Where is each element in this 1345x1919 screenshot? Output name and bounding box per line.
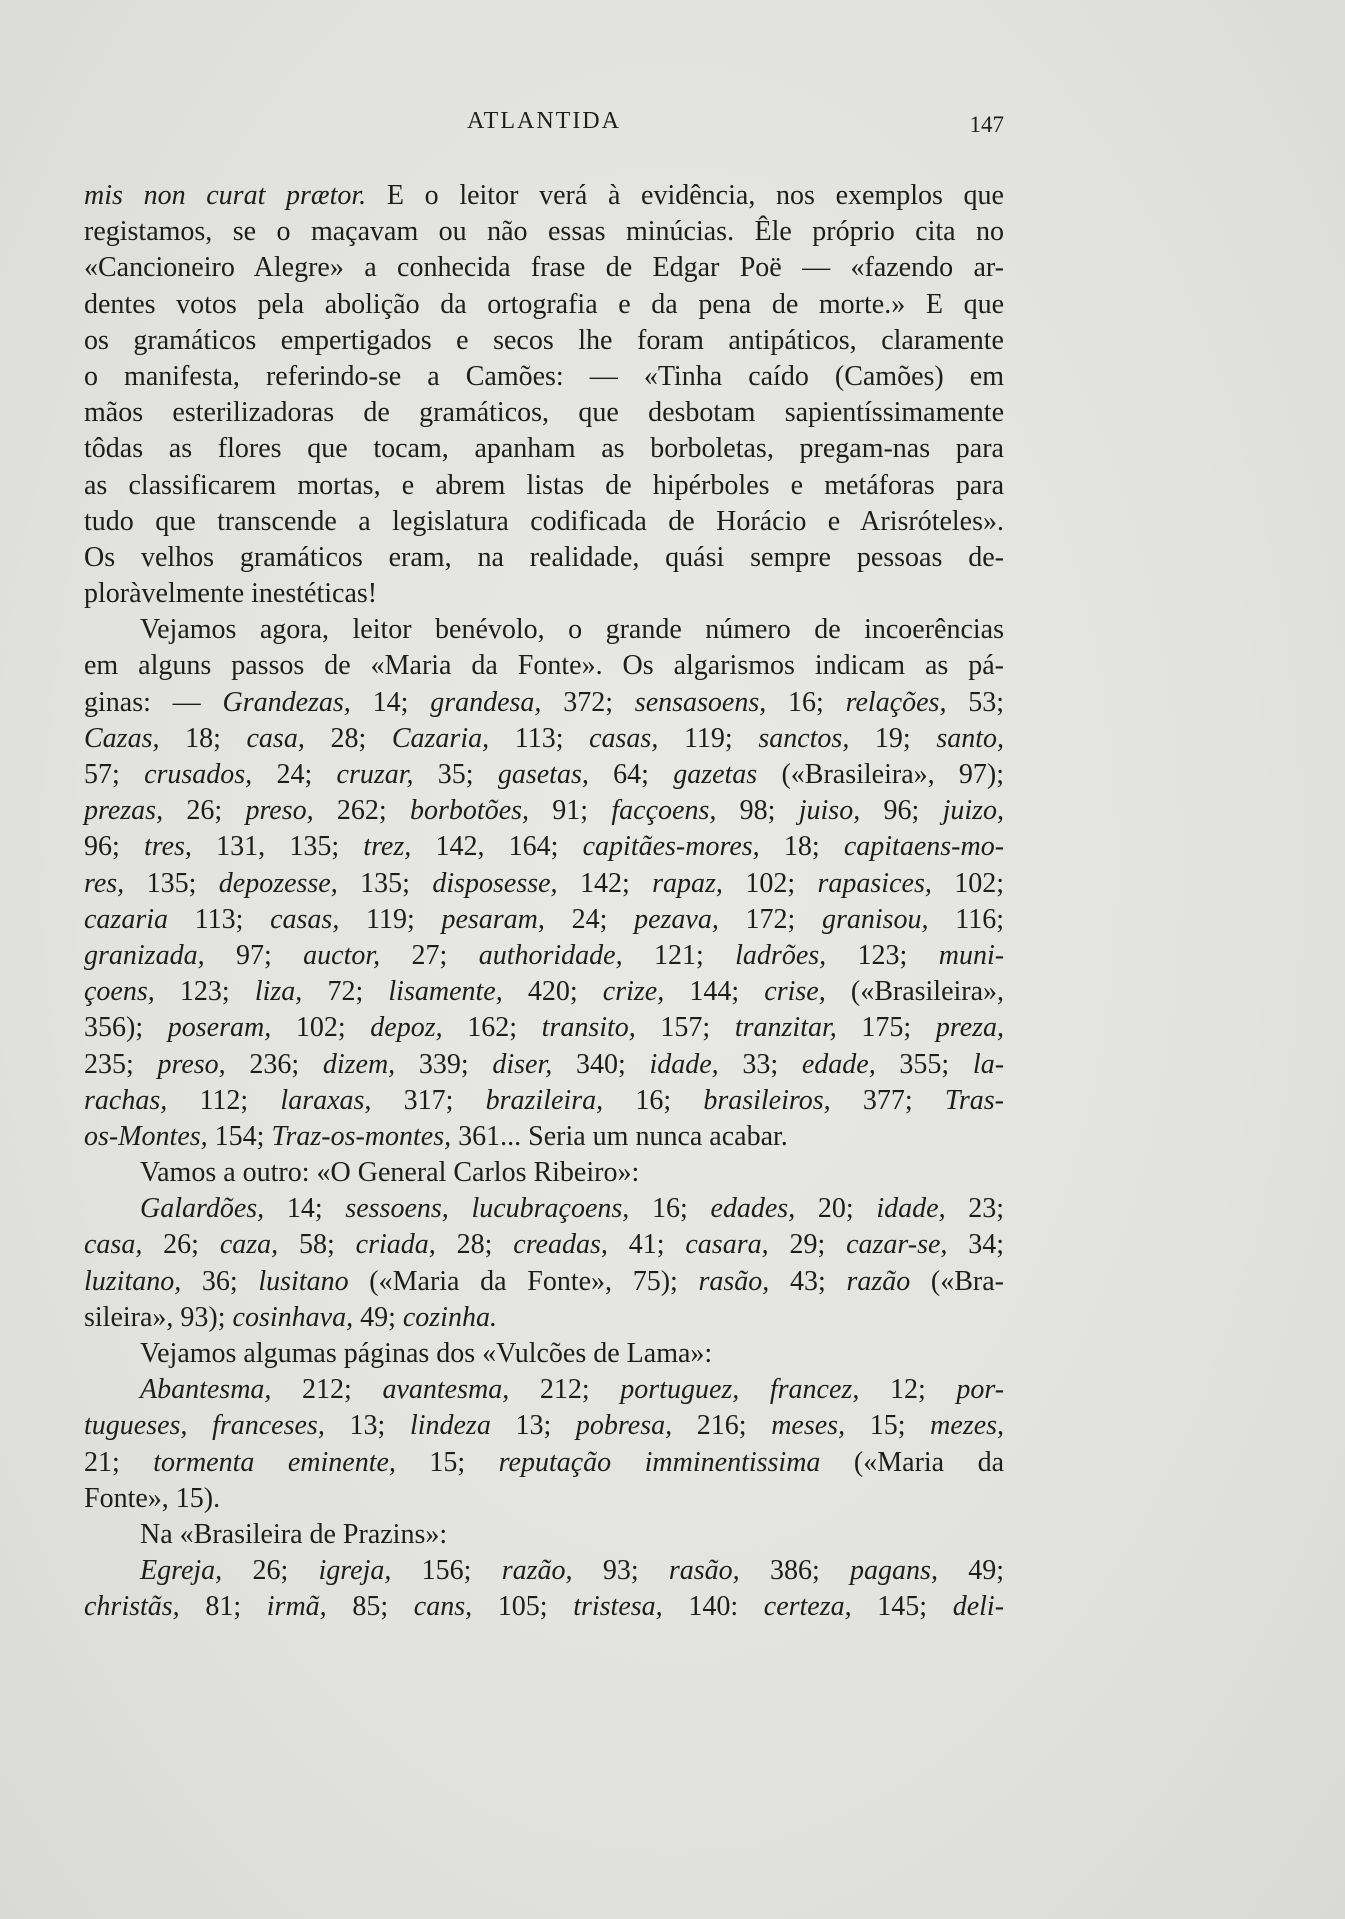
page-number: 147	[969, 112, 1004, 137]
italic-word: preza,	[935, 1012, 1005, 1044]
text-run: («Maria da Fonte», 75);	[348, 1265, 699, 1297]
italic-word: borbotões,	[410, 795, 530, 827]
text-line	[84, 1372, 1004, 1408]
text-run: 57;	[84, 759, 145, 790]
italic-word: rapasices,	[817, 867, 932, 899]
text-run: 123;	[154, 976, 255, 1008]
text-run: 102;	[722, 867, 818, 899]
italic-word: diser,	[492, 1048, 553, 1080]
text-run: 142;	[557, 867, 653, 899]
italic-word: reputação imminentissima	[498, 1446, 821, 1478]
italic-word: depozesse,	[218, 867, 338, 899]
italic-word: laraxas,	[280, 1084, 372, 1116]
text-line	[84, 1553, 1004, 1589]
text-run: 18;	[759, 831, 844, 863]
text-run: 85;	[326, 1591, 414, 1623]
text-run: 142, 164;	[411, 831, 583, 863]
text-run: 49;	[937, 1555, 1005, 1587]
italic-word: cans,	[413, 1591, 473, 1623]
text-line	[84, 178, 1004, 214]
text-run: 72;	[302, 976, 389, 1008]
text-run: ginas: —	[84, 686, 223, 718]
text-run: em alguns passos de «Maria da Fonte». Os algarismos indicam as pá-	[84, 650, 1004, 682]
italic-word: res,	[84, 867, 125, 899]
italic-word: igreja,	[318, 1555, 392, 1587]
text-run: 35;	[413, 759, 498, 790]
text-line	[84, 757, 1004, 793]
italic-word: pagans,	[850, 1555, 938, 1587]
text-line	[84, 1481, 1004, 1517]
italic-word: razão	[846, 1265, 911, 1297]
italic-word: Galardões,	[140, 1193, 265, 1225]
text-run: 102;	[931, 867, 1005, 899]
text-run: 26;	[222, 1555, 319, 1587]
text-run: 24;	[544, 903, 635, 935]
text-line	[84, 1408, 1004, 1444]
text-line	[84, 1264, 1004, 1300]
text-run: 102;	[271, 1012, 371, 1044]
italic-word: rachas,	[84, 1084, 168, 1116]
italic-word: cazaria	[84, 903, 168, 935]
text-line	[84, 938, 1004, 974]
text-run: 116;	[928, 903, 1004, 935]
text-run: 18;	[159, 722, 247, 754]
text-run: 29;	[768, 1229, 847, 1261]
text-run: ploràvelmente inestéticas!	[84, 578, 378, 610]
text-run: «Cancioneiro Alegre» a conhecida frase de Edgar Poë — «fazendo ar-	[84, 252, 1004, 284]
italic-word: deli-	[952, 1591, 1005, 1623]
italic-word: lisamente,	[388, 976, 503, 1008]
italic-word: auctor,	[303, 939, 381, 971]
text-run: 36;	[181, 1265, 259, 1297]
italic-word: sanctos,	[758, 722, 850, 754]
text-run: 96;	[84, 831, 144, 863]
italic-word: casa,	[246, 722, 305, 754]
text-run: 372;	[541, 686, 635, 718]
text-line	[84, 1300, 1004, 1336]
text-run: 140:	[662, 1591, 764, 1623]
italic-word: muni-	[938, 939, 1005, 971]
text-run: 113;	[168, 903, 271, 935]
italic-word: çoens,	[84, 976, 155, 1008]
text-line	[84, 250, 1004, 286]
italic-word: Cazas,	[84, 722, 160, 754]
text-run: 21;	[84, 1446, 154, 1478]
italic-word: tristesa,	[573, 1591, 663, 1623]
text-line	[84, 395, 1004, 431]
italic-word: la-	[972, 1048, 1005, 1080]
text-run: Vamos a outro: «O General Carlos Ribeiro»:	[140, 1157, 640, 1189]
italic-word: casas,	[589, 722, 659, 754]
italic-word: disposesse,	[432, 867, 558, 899]
text-run: tôdas as flores que tocam, apanham as borboletas, pregam-nas para	[84, 433, 1004, 465]
text-run: 172;	[718, 903, 822, 935]
italic-word: Grandezas,	[222, 686, 351, 718]
text-run: 144;	[664, 976, 765, 1008]
text-run: sileira», 93);	[84, 1301, 233, 1333]
text-line	[84, 1083, 1004, 1119]
text-run: tudo que transcende a legislatura codificada de Horácio e Arisróteles».	[84, 505, 1004, 537]
text-run: 12;	[859, 1374, 957, 1406]
text-run: 15;	[845, 1410, 931, 1442]
text-run: Na «Brasileira de Prazins»:	[140, 1518, 448, 1550]
italic-word: rasão,	[668, 1555, 740, 1587]
italic-word: razão,	[501, 1555, 573, 1587]
text-run: 96;	[860, 795, 943, 827]
text-run: 33;	[718, 1048, 802, 1080]
italic-word: capitães-mores,	[582, 831, 760, 863]
text-line	[84, 1047, 1004, 1083]
text-line	[84, 1445, 1004, 1481]
text-run: 105;	[472, 1591, 574, 1623]
italic-word: sensasoens,	[634, 686, 767, 718]
text-run: 93;	[572, 1555, 669, 1587]
text-run: 27;	[380, 939, 479, 971]
italic-word: meses,	[771, 1410, 846, 1442]
text-run: Os velhos gramáticos eram, na realidade, quási sempre pessoas de-	[84, 541, 1004, 573]
text-run: 13;	[324, 1410, 410, 1442]
text-run: 13;	[490, 1410, 576, 1442]
italic-word: crusados,	[144, 759, 253, 790]
text-run: 236;	[225, 1048, 323, 1080]
text-run: 377;	[830, 1084, 945, 1116]
text-line	[84, 1589, 1004, 1625]
italic-word: tugueses, franceses,	[84, 1410, 325, 1442]
text-run: («Brasileira»,	[825, 976, 1005, 1008]
italic-word: edade,	[801, 1048, 876, 1080]
text-run: 339;	[395, 1048, 493, 1080]
italic-word: liza,	[254, 976, 303, 1008]
italic-word: cozinha.	[402, 1301, 497, 1333]
body-text	[84, 178, 1004, 1626]
text-run: 361... Seria um nunca acabar.	[451, 1120, 788, 1152]
italic-word: cosinhava,	[232, 1301, 354, 1333]
italic-word: os-Montes,	[84, 1120, 208, 1152]
italic-word: gasetas,	[497, 759, 589, 790]
italic-word: transito,	[541, 1012, 636, 1044]
italic-word: dizem,	[322, 1048, 396, 1080]
italic-word: Abantesma,	[140, 1374, 272, 1406]
italic-word: creadas,	[513, 1229, 608, 1261]
text-run: Vejamos algumas páginas dos «Vulcões de Lama»:	[140, 1338, 713, 1369]
text-run: 216;	[672, 1410, 772, 1442]
text-line	[84, 504, 1004, 540]
text-run: 19;	[849, 722, 937, 754]
italic-word: pobresa,	[575, 1410, 673, 1442]
text-line	[84, 214, 1004, 250]
text-run: 119;	[339, 903, 442, 935]
text-line	[84, 902, 1004, 938]
italic-word: crize,	[602, 976, 665, 1008]
text-run: 162;	[442, 1012, 542, 1044]
italic-word: lusitano	[258, 1265, 349, 1297]
italic-word: preso,	[245, 795, 314, 827]
text-run: 97;	[204, 939, 304, 971]
italic-word: irmã,	[266, 1591, 327, 1623]
italic-word: Cazaria,	[391, 722, 490, 754]
text-run: 212;	[271, 1374, 383, 1406]
text-line	[84, 793, 1004, 829]
italic-word: mezes,	[930, 1410, 1005, 1442]
text-run: 23;	[945, 1193, 1005, 1225]
italic-word: casara,	[685, 1229, 769, 1261]
text-run: 356);	[84, 1012, 168, 1044]
text-run: 175;	[836, 1012, 936, 1044]
italic-word: casas,	[270, 903, 340, 935]
text-line	[84, 685, 1004, 721]
text-run: o manifesta, referindo-se a Camões: — «Tinha caído (Camões) em	[84, 360, 1004, 392]
italic-word: mis non curat prætor.	[84, 180, 367, 211]
text-run: 43;	[769, 1265, 847, 1297]
italic-word: depoz,	[370, 1012, 443, 1044]
italic-word: grandesa,	[430, 686, 542, 718]
italic-word: preso,	[157, 1048, 226, 1080]
text-line	[84, 866, 1004, 902]
italic-word: brasileiros,	[703, 1084, 831, 1116]
italic-word: juizo,	[942, 795, 1005, 827]
italic-word: cazar-se,	[846, 1229, 948, 1261]
text-run: 131, 135;	[191, 831, 364, 863]
text-run: 16;	[766, 686, 846, 718]
italic-word: christãs,	[84, 1591, 180, 1623]
text-run: 121;	[622, 939, 736, 971]
italic-word: edades,	[710, 1193, 796, 1225]
italic-word: capitaens-mo-	[843, 831, 1005, 863]
text-line	[84, 648, 1004, 684]
text-line	[84, 431, 1004, 467]
text-run: 262;	[313, 795, 411, 827]
text-run: 26;	[163, 795, 246, 827]
italic-word: idade,	[876, 1193, 946, 1225]
text-run: 145;	[851, 1591, 953, 1623]
text-line	[84, 1119, 1004, 1155]
italic-word: cruzar,	[336, 759, 414, 790]
text-line	[84, 468, 1004, 504]
italic-word: pesaram,	[441, 903, 545, 935]
text-run: 156;	[391, 1555, 502, 1587]
italic-word: trez,	[363, 831, 412, 863]
text-run: 98;	[716, 795, 799, 827]
italic-word: Egreja,	[140, 1555, 223, 1587]
italic-word: criada,	[355, 1229, 436, 1261]
text-run: mãos esterilizadoras de gramáticos, que desbotam sapientíssimamente	[84, 397, 1004, 429]
text-run: 20;	[795, 1193, 877, 1225]
text-line	[84, 323, 1004, 359]
text-run: 135;	[124, 867, 219, 899]
italic-word: ladrões,	[735, 939, 827, 971]
text-run: 53;	[946, 686, 1005, 718]
text-line	[84, 721, 1004, 757]
italic-word: authoridade,	[478, 939, 623, 971]
italic-word: Traz-os-montes,	[271, 1120, 452, 1152]
text-run: as classificarem mortas, e abrem listas de hipérboles e metáforas para	[84, 469, 1004, 501]
italic-word: crise,	[764, 976, 826, 1008]
text-line	[84, 1336, 1004, 1372]
text-run: 113;	[489, 722, 590, 754]
italic-word: luzitano,	[84, 1265, 182, 1297]
text-run: 212;	[509, 1374, 621, 1406]
text-run: 340;	[552, 1048, 650, 1080]
text-line	[84, 576, 1004, 612]
text-run: 28;	[304, 722, 392, 754]
text-run: 64;	[588, 759, 674, 790]
text-run: 14;	[264, 1193, 346, 1225]
text-run: 123;	[826, 939, 939, 971]
text-run: 386;	[739, 1555, 851, 1587]
text-run: 49;	[353, 1301, 403, 1333]
text-run: 58;	[278, 1229, 356, 1261]
text-run: 157;	[635, 1012, 735, 1044]
text-line	[84, 612, 1004, 648]
text-run: os gramáticos empertigados e secos lhe foram antipáticos, claramente	[84, 324, 1004, 356]
text-run: 41;	[607, 1229, 686, 1261]
text-run: 355;	[875, 1048, 973, 1080]
italic-word: idade,	[649, 1048, 719, 1080]
italic-word: facçoens,	[611, 795, 717, 827]
italic-word: pezava,	[634, 903, 719, 935]
text-line	[84, 1517, 1004, 1553]
italic-word: granizada,	[84, 939, 205, 971]
text-run: 15;	[395, 1446, 499, 1478]
italic-word: gazetas	[673, 759, 758, 790]
italic-word: caza,	[219, 1229, 279, 1261]
text-line	[84, 829, 1004, 865]
text-run: («Bra-	[910, 1265, 1004, 1297]
text-run: 235;	[84, 1048, 158, 1080]
text-run: 26;	[142, 1229, 220, 1261]
italic-word: lindeza	[409, 1410, 491, 1442]
italic-word: Tras-	[944, 1084, 1005, 1116]
italic-word: sessoens, lucubraçoens,	[345, 1193, 630, 1225]
text-run: 16;	[629, 1193, 711, 1225]
italic-word: rapaz,	[652, 867, 723, 899]
italic-word: tormenta eminente,	[153, 1446, 396, 1478]
text-line	[84, 1227, 1004, 1263]
text-run: («Brasileira», 97);	[757, 759, 1005, 790]
italic-word: granisou,	[821, 903, 929, 935]
text-run: 24;	[252, 759, 337, 790]
text-line	[84, 287, 1004, 323]
italic-word: casa,	[84, 1229, 143, 1261]
italic-word: juiso,	[798, 795, 861, 827]
italic-word: por-	[956, 1374, 1005, 1406]
italic-word: rasão,	[698, 1265, 770, 1297]
text-run: dentes votos pela abolição da ortografia e da pena de morte.» E que	[84, 288, 1004, 320]
italic-word: santo,	[936, 722, 1005, 754]
italic-word: poseram,	[167, 1012, 272, 1044]
text-run: 112;	[167, 1084, 281, 1116]
text-run: 135;	[337, 867, 433, 899]
text-run: («Maria da	[820, 1446, 1005, 1478]
text-line	[84, 1010, 1004, 1046]
italic-word: portuguez, francez,	[620, 1374, 860, 1406]
italic-word: relações,	[845, 686, 947, 718]
text-line	[84, 974, 1004, 1010]
text-run: registamos, se o maçavam ou não essas minúcias. Êle próprio cita no	[84, 216, 1004, 248]
text-line	[84, 1155, 1004, 1191]
text-run: 81;	[179, 1591, 267, 1623]
text-run: 317;	[371, 1084, 486, 1116]
text-run: 14;	[350, 686, 431, 718]
text-run: Vejamos agora, leitor benévolo, o grande número de incoerências	[140, 614, 1004, 646]
italic-word: tranzitar,	[734, 1012, 837, 1044]
italic-word: brazileira,	[485, 1084, 604, 1116]
running-title: ATLANTIDA	[467, 108, 621, 134]
text-run: E o leitor verá à evidência, nos exemplos que	[366, 180, 1004, 211]
text-run: 420;	[502, 976, 603, 1008]
text-run: 28;	[435, 1229, 514, 1261]
text-run: 34;	[947, 1229, 1005, 1261]
italic-word: certeza,	[763, 1591, 852, 1623]
text-run: 154;	[207, 1120, 272, 1152]
text-line	[84, 1191, 1004, 1227]
text-line	[84, 359, 1004, 395]
italic-word: tres,	[143, 831, 192, 863]
text-run: 119;	[658, 722, 759, 754]
text-run: 91;	[529, 795, 612, 827]
text-line	[84, 540, 1004, 576]
italic-word: avantesma,	[382, 1374, 510, 1406]
text-run: 16;	[603, 1084, 704, 1116]
italic-word: prezas,	[84, 795, 164, 827]
text-run: Fonte», 15).	[84, 1482, 221, 1514]
page-header	[84, 108, 1004, 148]
